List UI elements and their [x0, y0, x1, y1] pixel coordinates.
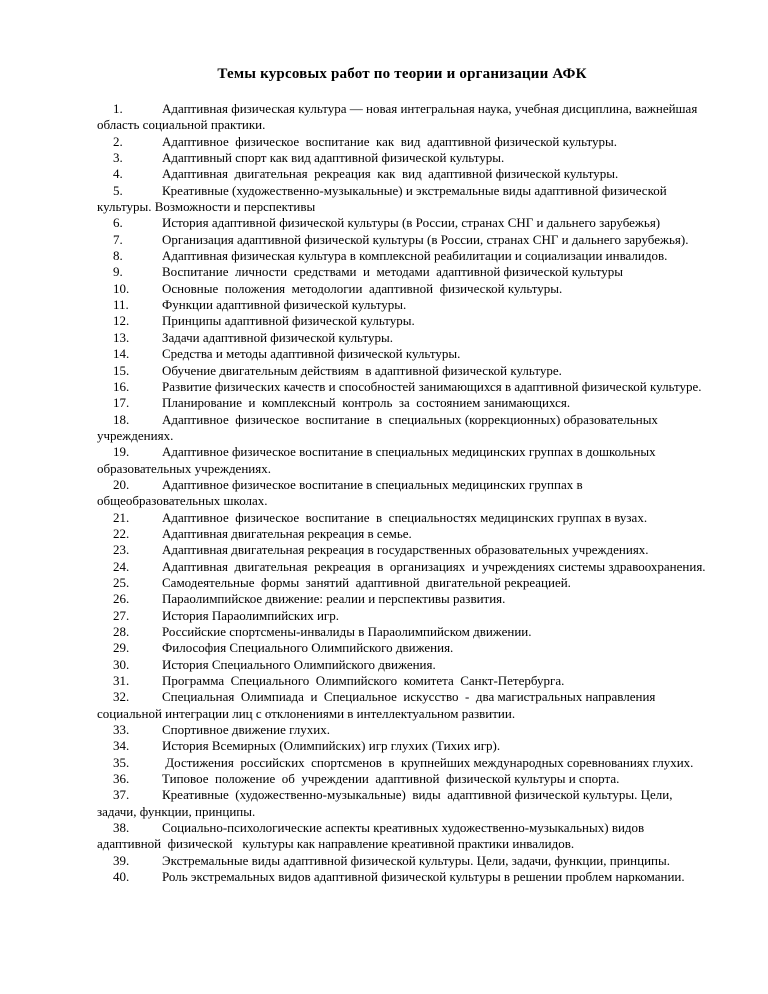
- item-number: 6.: [113, 215, 123, 231]
- item-number: 40.: [113, 869, 130, 885]
- item-number: 20.: [113, 476, 130, 492]
- item-number: 31.: [113, 673, 130, 689]
- list-item: [97, 689, 707, 722]
- item-text: Организация адаптивной физической культуры (в России, странах СНГ и дальнего зарубежья).: [162, 231, 689, 247]
- item-text: Задачи адаптивной физической культуры.: [162, 329, 393, 345]
- item-number: 32.: [113, 689, 130, 705]
- item-text: Адаптивное физическое воспитание в специальных (коррекционных) образовательных учреждениях.: [97, 411, 662, 443]
- list-item: [97, 248, 707, 264]
- item-number: 16.: [113, 378, 130, 394]
- list-item: [97, 542, 707, 558]
- item-text: Средства и методы адаптивной физической культуры.: [162, 346, 461, 362]
- item-number: 25.: [113, 574, 130, 590]
- item-text: История Параолимпийских игр.: [162, 607, 339, 623]
- item-number: 17.: [113, 395, 130, 411]
- item-number: 35.: [113, 754, 130, 770]
- list-item: [97, 297, 707, 313]
- item-number: 36.: [113, 771, 130, 787]
- list-item: [97, 150, 707, 166]
- item-number: 1.: [113, 101, 123, 116]
- item-number: 28.: [113, 624, 130, 639]
- item-number: 22.: [113, 525, 130, 541]
- list-item: [97, 412, 707, 445]
- item-text: Типовое положение об учреждении адаптивной физической культуры и спорта.: [162, 771, 620, 787]
- list-item: [97, 444, 707, 477]
- item-text: Параолимпийское движение: реалии и перспективы развития.: [162, 591, 506, 607]
- item-text: Адаптивная двигательная рекреация в семье.: [162, 525, 412, 541]
- item-text: Принципы адаптивной физической культуры.: [162, 313, 415, 329]
- item-number: 39.: [113, 852, 130, 868]
- list-item: [97, 346, 707, 362]
- item-number: 19.: [113, 444, 130, 460]
- topics-list: [97, 101, 707, 886]
- list-item: [97, 771, 707, 787]
- item-text: Самодеятельные формы занятий адаптивной двигательной рекреацией.: [162, 574, 571, 590]
- item-text: Достижения российских спортсменов в крупнейших международных соревнованиях глухих.: [162, 754, 694, 770]
- item-number: 18.: [113, 411, 130, 427]
- item-text: Воспитание личности средствами и методами адаптивной физической культуры: [162, 264, 623, 280]
- item-text: Функции адаптивной физической культуры.: [162, 297, 407, 313]
- item-number: 27.: [113, 607, 130, 623]
- item-number: 9.: [113, 264, 123, 280]
- item-number: 14.: [113, 346, 130, 362]
- item-number: 10.: [113, 280, 130, 296]
- list-item: [97, 624, 707, 640]
- item-text: Адаптивная физическая культура — новая интегральная наука, учебная дисциплина, важнейшая область социальной практики.: [97, 101, 701, 133]
- list-item: [97, 313, 707, 329]
- item-text: Спортивное движение глухих.: [162, 722, 330, 738]
- item-text: Адаптивное физическое воспитание в специальных медицинских группах в общеобразовательных школах.: [97, 476, 586, 509]
- item-number: 13.: [113, 329, 130, 345]
- list-item: [97, 379, 707, 395]
- item-text: Адаптивная двигательная рекреация как вид адаптивной физической культуры.: [162, 166, 619, 182]
- item-text: Экстремальные виды адаптивной физической культуры. Цели, задачи, функции, принципы.: [162, 852, 670, 868]
- item-text: Обучение двигательным действиям в адаптивной физической культуре.: [162, 362, 562, 378]
- item-number: 23.: [113, 542, 130, 558]
- item-number: 30.: [113, 656, 130, 672]
- list-item: [97, 363, 707, 379]
- list-item: [97, 673, 707, 689]
- item-number: 4.: [113, 166, 123, 182]
- item-number: 3.: [113, 150, 123, 166]
- list-item: [97, 820, 707, 853]
- item-number: 38.: [113, 820, 130, 836]
- list-item: [97, 264, 707, 280]
- list-item: [97, 575, 707, 591]
- item-number: 12.: [113, 313, 130, 329]
- item-text: Креативные (художественно-музыкальные) виды адаптивной физической культуры. Цели, задачи, функции, принципы.: [97, 787, 676, 819]
- list-item: [97, 215, 707, 231]
- item-number: 15.: [113, 362, 130, 378]
- item-text: Планирование и комплексный контроль за состоянием занимающихся.: [162, 395, 571, 411]
- list-item: [97, 787, 707, 820]
- list-item: [97, 722, 707, 738]
- item-text: Российские спортсмены-инвалиды в Параолимпийском движении.: [162, 624, 532, 639]
- list-item: [97, 559, 707, 575]
- item-number: 24.: [113, 558, 130, 574]
- item-number: 26.: [113, 591, 130, 607]
- item-text: Развитие физических качеств и способностей занимающихся в адаптивной физической культуре.: [162, 378, 702, 394]
- item-text: Адаптивная двигательная рекреация в организациях и учреждениях системы здравоохранения.: [162, 558, 706, 574]
- item-number: 21.: [113, 509, 130, 525]
- list-item: [97, 591, 707, 607]
- list-item: [97, 510, 707, 526]
- list-item: [97, 755, 707, 771]
- item-text: Креативные (художественно-музыкальные) и экстремальные виды адаптивной физической культуры. Возможности и перспективы: [97, 182, 670, 215]
- list-item: [97, 657, 707, 673]
- item-text: Адаптивная физическая культура в комплексной реабилитации и социализации инвалидов.: [162, 248, 668, 264]
- list-item: [97, 330, 707, 346]
- item-number: 29.: [113, 640, 130, 656]
- item-text: Философия Специального Олимпийского движения.: [162, 640, 454, 656]
- list-item: [97, 853, 707, 869]
- item-text: История Специального Олимпийского движения.: [162, 656, 436, 672]
- list-item: [97, 640, 707, 656]
- item-text: Адаптивная двигательная рекреация в государственных образовательных учреждениях.: [162, 542, 649, 558]
- item-number: 7.: [113, 231, 123, 247]
- item-text: Адаптивный спорт как вид адаптивной физической культуры.: [162, 150, 505, 166]
- item-text: Роль экстремальных видов адаптивной физической культуры в решении проблем наркомании.: [162, 869, 685, 885]
- list-item: [97, 869, 707, 885]
- item-text: Основные положения методологии адаптивной физической культуры.: [162, 280, 563, 296]
- list-item: [97, 134, 707, 150]
- list-item: [97, 232, 707, 248]
- item-text: Адаптивное физическое воспитание в специальностях медицинских группах в вузах.: [162, 509, 648, 525]
- list-item: [97, 738, 707, 754]
- list-item: [97, 526, 707, 542]
- list-item: [97, 281, 707, 297]
- item-number: 33.: [113, 722, 130, 738]
- item-number: 5.: [113, 182, 123, 198]
- item-text: Программа Специального Олимпийского комитета Санкт-Петербурга.: [162, 673, 565, 689]
- item-text: Адаптивное физическое воспитание как вид адаптивной физической культуры.: [162, 133, 618, 149]
- item-number: 37.: [113, 787, 130, 803]
- item-text: Социально-психологические аспекты креативных художественно-музыкальных) видов адаптивной физической культуры как направление креативной практики инвалидов.: [97, 820, 648, 852]
- item-text: История Всемирных (Олимпийских) игр глухих (Тихих игр).: [162, 738, 501, 754]
- list-item: [97, 608, 707, 624]
- list-item: [97, 183, 707, 216]
- list-item: [97, 101, 707, 134]
- list-item: [97, 166, 707, 182]
- item-number: 8.: [113, 248, 123, 264]
- item-number: 34.: [113, 738, 130, 754]
- item-number: 11.: [113, 297, 129, 313]
- item-number: 2.: [113, 133, 123, 149]
- item-text: Специальная Олимпиада и Специальное искусство - два магистральных направления социальной интеграции лиц с отклонениями в интеллектуальном развитии.: [97, 689, 659, 721]
- list-item: [97, 477, 707, 510]
- item-text: История адаптивной физической культуры (в России, странах СНГ и дальнего зарубежья): [162, 215, 661, 231]
- item-text: Адаптивное физическое воспитание в специальных медицинских группах в дошкольных образовательных учреждениях.: [97, 444, 659, 476]
- list-item: [97, 395, 707, 411]
- page-title: Темы курсовых работ по теории и организации АФК: [217, 66, 587, 82]
